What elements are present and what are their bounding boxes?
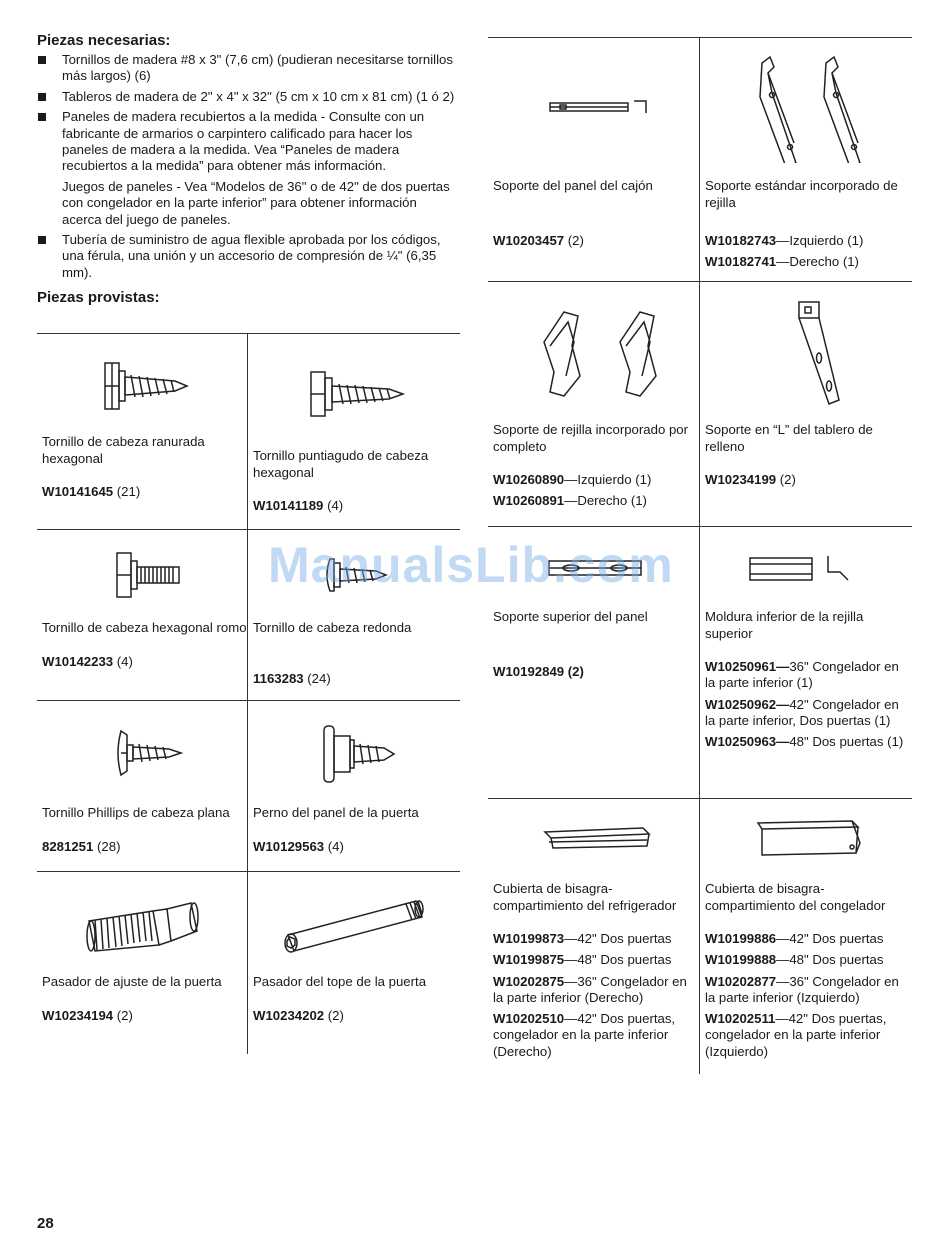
part-number: W10250962—42" Congelador en la parte inferior, Dos puertas (1) xyxy=(705,696,899,728)
part-numbers xyxy=(493,931,699,1060)
part-cell xyxy=(488,799,700,1074)
provided-parts-heading: Piezas provistas: xyxy=(37,289,160,307)
part-cell xyxy=(37,334,248,529)
part-description: Pasador del tope de la puerta xyxy=(253,974,427,989)
part-number: W10202510—42" Dos puertas, congelador en la parte inferior (Derecho) xyxy=(493,1011,676,1059)
list-item-text: Tubería de suministro de agua flexible aprobada por los códigos, una férula, una unión y un accesorio de compresión de ¼" (6,35 mm). xyxy=(62,232,441,280)
part-description: Tornillo de cabeza ranurada hexagonal xyxy=(42,434,205,466)
door-panel-bolt-icon xyxy=(253,701,459,805)
list-item xyxy=(37,89,460,105)
part-number: W10141189 (4) xyxy=(253,498,344,513)
list-item-subtext: Juegos de paneles - Vea “Modelos de 36" o de 42" de dos puertas con congelador en la parte inferior” para obtener información acerca del juego de paneles. xyxy=(62,178,450,227)
door-adjust-pin-icon xyxy=(42,872,247,974)
part-number: W10199873—42" Dos puertas xyxy=(493,931,672,946)
part-description: Cubierta de bisagra-compartimiento del refrigerador xyxy=(493,881,677,913)
part-description: Tornillo de cabeza redonda xyxy=(253,620,412,635)
freezer-hinge-cover-icon xyxy=(705,799,912,881)
part-number: W10202511—42" Dos puertas, congelador en la parte inferior (Izquierdo) xyxy=(705,1011,887,1059)
part-number: W10260890—Izquierdo (1) xyxy=(493,472,652,487)
list-item-text: Paneles de madera recubiertos a la medida - Consulte con un fabricante de armarios o carpintero calificado para hacer los paneles de madera a la medida. Vea “Paneles de madera recubiertos a la medida” para obtener más información. xyxy=(62,109,425,174)
part-number: W10250963—48" Dos puertas (1) xyxy=(705,734,904,750)
required-parts-list xyxy=(37,52,460,281)
part-numbers xyxy=(493,472,699,510)
part-numbers xyxy=(705,472,912,488)
part-description: Perno del panel de la puerta xyxy=(253,805,419,820)
grille-bottom-trim-icon xyxy=(705,527,912,609)
part-numbers xyxy=(493,664,699,680)
l-filler-bracket-icon xyxy=(705,282,912,422)
list-item xyxy=(37,52,460,85)
part-numbers xyxy=(705,659,912,750)
fridge-hinge-cover-icon xyxy=(493,799,699,881)
table-row xyxy=(37,701,460,872)
part-number: W10182743—Izquierdo (1) xyxy=(705,233,864,248)
part-numbers xyxy=(493,233,699,249)
part-number: 1163283 (24) xyxy=(253,670,331,686)
part-description: Pasador de ajuste de la puerta xyxy=(42,974,222,989)
table-row xyxy=(488,799,912,1074)
part-number: W10202875—36" Congelador en la parte inferior (Derecho) xyxy=(493,973,687,1005)
blunt-hex-screw-icon xyxy=(42,530,247,620)
pointed-hex-screw-icon xyxy=(253,334,459,448)
standard-grille-bracket-icon xyxy=(705,38,912,178)
drawer-panel-bracket-icon xyxy=(493,38,699,178)
square-bullet-icon xyxy=(38,56,46,64)
list-item-text: Tableros de madera de 2" x 4" x 32" (5 cm x 10 cm x 81 cm) (1 ó 2) xyxy=(62,88,455,104)
part-number: W10199886—42" Dos puertas xyxy=(705,931,884,946)
part-cell xyxy=(37,872,248,1054)
list-item-text: Tornillos de madera #8 x 3" (7,6 cm) (pudieran necesitarse tornillos más largos) (6) xyxy=(62,52,453,84)
square-bullet-icon xyxy=(38,113,46,121)
part-number: W10192849 (2) xyxy=(493,663,584,679)
part-number: W10234202 (2) xyxy=(253,1007,344,1023)
part-number: W10203457 (2) xyxy=(493,232,584,248)
part-description: Soporte del panel del cajón xyxy=(493,178,653,193)
table-row xyxy=(37,334,460,530)
watermark: ManualsLib.com xyxy=(268,537,674,593)
page-number: 28 xyxy=(37,1215,54,1232)
door-stop-pin-icon xyxy=(253,872,459,974)
part-description: Tornillo de cabeza hexagonal romo xyxy=(42,620,247,635)
part-number: W10202877—36" Congelador en la parte inferior (Izquierdo) xyxy=(705,973,899,1005)
part-description: Soporte estándar incorporado de rejilla xyxy=(705,178,898,210)
part-description: Cubierta de bisagra-compartimiento del congelador xyxy=(705,881,886,913)
table-row xyxy=(488,282,912,527)
part-number: W10199875—48" Dos puertas xyxy=(493,952,672,968)
full-grille-bracket-icon xyxy=(493,282,699,422)
table-row xyxy=(37,872,460,1054)
part-cell xyxy=(248,872,459,1054)
part-description: Tornillo Phillips de cabeza plana xyxy=(42,805,230,820)
part-cell xyxy=(700,799,912,1074)
required-parts-heading: Piezas necesarias: xyxy=(37,32,171,49)
part-number: W10260891—Derecho (1) xyxy=(493,493,647,509)
part-number: W10250961—36" Congelador en la parte inferior (1) xyxy=(705,659,899,691)
part-number: W10234194 (2) xyxy=(42,1007,133,1023)
part-description: Soporte superior del panel xyxy=(493,609,648,624)
square-bullet-icon xyxy=(38,236,46,244)
part-cell xyxy=(700,38,912,281)
part-cell xyxy=(248,701,459,871)
part-number: W10142233 (4) xyxy=(42,653,133,669)
provided-parts-left-grid xyxy=(37,333,460,1054)
slotted-hex-screw-icon xyxy=(42,334,247,434)
phillips-flat-screw-icon xyxy=(42,701,247,805)
square-bullet-icon xyxy=(38,93,46,101)
part-description: Soporte en “L” del tablero de relleno xyxy=(705,422,873,454)
list-item xyxy=(37,232,460,281)
part-number: W10234199 (2) xyxy=(705,472,796,487)
part-cell xyxy=(37,701,248,871)
part-number: W10129563 (4) xyxy=(253,838,344,854)
part-number: W10182741—Derecho (1) xyxy=(705,254,859,270)
part-number: W10141645 (21) xyxy=(42,484,141,499)
part-numbers xyxy=(705,931,912,1060)
part-description: Moldura inferior de la rejilla superior xyxy=(705,609,864,641)
part-number: W10199888—48" Dos puertas xyxy=(705,952,884,968)
left-column xyxy=(37,32,460,309)
part-cell xyxy=(488,282,700,526)
list-item xyxy=(37,109,460,228)
table-row xyxy=(488,38,912,282)
part-description: Soporte de rejilla incorporado por completo xyxy=(493,422,688,454)
part-cell xyxy=(700,282,912,526)
part-cell xyxy=(248,334,459,529)
part-cell xyxy=(700,527,912,798)
part-numbers xyxy=(705,233,912,271)
part-cell xyxy=(37,530,248,700)
part-number: 8281251 (28) xyxy=(42,838,121,854)
part-description: Tornillo puntiagudo de cabeza hexagonal xyxy=(253,448,429,480)
part-cell xyxy=(488,38,700,281)
